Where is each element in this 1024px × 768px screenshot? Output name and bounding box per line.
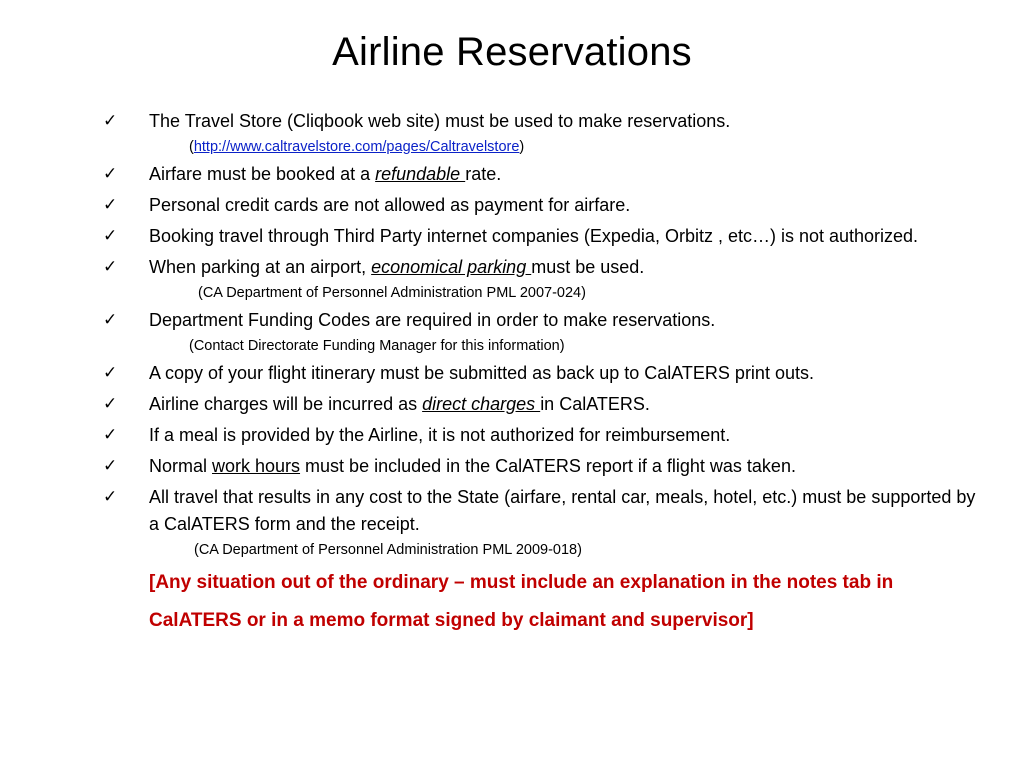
checkmark-icon: ✓: [103, 456, 118, 476]
checkmark-icon: ✓: [103, 111, 118, 131]
travel-store-link[interactable]: http://www.caltravelstore.com/pages/Caltravelstore: [193, 139, 520, 155]
bullet-text-post: must be included in the CalATERS report if a flight was taken.: [300, 456, 796, 476]
slide-title: Airline Reservations: [332, 30, 692, 74]
bullet-text-post: rate.: [465, 164, 502, 184]
bullet-text: All travel that results in any cost to the State (airfare, rental car, meals, hotel, etc.) must be supported by a CalATERS form and the receipt.: [149, 487, 976, 534]
paren-open: (: [189, 139, 194, 155]
bullet-subnote: (CA Department of Personnel Administration PML 2007-024): [198, 285, 586, 301]
checkmark-icon: ✓: [103, 164, 118, 184]
bullet-travel-store: [100, 108, 980, 157]
bullet-meals: [100, 422, 980, 449]
bullet-text-pre: Airline charges will be incurred as: [149, 394, 423, 414]
bullet-emphasis: refundable: [375, 164, 466, 184]
bullet-subnote: (Contact Directorate Funding Manager for this information): [189, 338, 565, 354]
bullet-text: If a meal is provided by the Airline, it is not authorized for reimbursement.: [149, 425, 731, 445]
bullet-list: [100, 108, 980, 640]
bullet-text-post: must be used.: [531, 257, 645, 277]
bullet-parking: [100, 254, 980, 303]
checkmark-icon: ✓: [103, 487, 118, 507]
bullet-work-hours: [100, 453, 980, 480]
bullet-text-pre: When parking at an airport,: [149, 257, 372, 277]
bullet-text: Personal credit cards are not allowed as payment for airfare.: [149, 195, 631, 215]
bullet-text: The Travel Store (Cliqbook web site) must be used to make reservations.: [149, 111, 731, 131]
checkmark-icon: ✓: [103, 425, 118, 445]
bullet-third-party: [100, 223, 980, 250]
bullet-text: Booking travel through Third Party internet companies (Expedia, Orbitz , etc…) is not authorized.: [149, 226, 919, 246]
bullet-text-pre: Normal: [149, 456, 213, 476]
bullet-text: A copy of your flight itinerary must be submitted as back up to CalATERS print outs.: [149, 363, 814, 383]
bullet-text-pre: Airfare must be booked at a: [149, 164, 376, 184]
bullet-credit-cards: [100, 192, 980, 219]
checkmark-icon: ✓: [103, 195, 118, 215]
important-note: [Any situation out of the ordinary – must include an explanation in the notes tab in CalATERS or in a memo format signed by claimant and supervisor]: [149, 572, 894, 631]
bullet-refundable: [100, 161, 980, 188]
bullet-itinerary: [100, 360, 980, 387]
bullet-subnote: [149, 137, 980, 157]
checkmark-icon: ✓: [103, 394, 118, 414]
bullet-text-post: in CalATERS.: [540, 394, 650, 414]
bullet-text: Department Funding Codes are required in order to make reservations.: [149, 310, 716, 330]
bullet-emphasis: economical parking: [371, 257, 532, 277]
bullet-funding-codes: [100, 307, 980, 356]
paren-close: ): [519, 139, 525, 155]
checkmark-icon: ✓: [103, 226, 118, 246]
bullet-emphasis: work hours: [212, 456, 301, 476]
bullet-direct-charges: [100, 391, 980, 418]
checkmark-icon: ✓: [103, 257, 118, 277]
checkmark-icon: ✓: [103, 310, 118, 330]
checkmark-icon: ✓: [103, 363, 118, 383]
bullet-cost-to-state: [100, 484, 980, 560]
bullet-subnote: (CA Department of Personnel Administration PML 2009-018): [194, 542, 582, 558]
bullet-emphasis: direct charges: [422, 394, 541, 414]
